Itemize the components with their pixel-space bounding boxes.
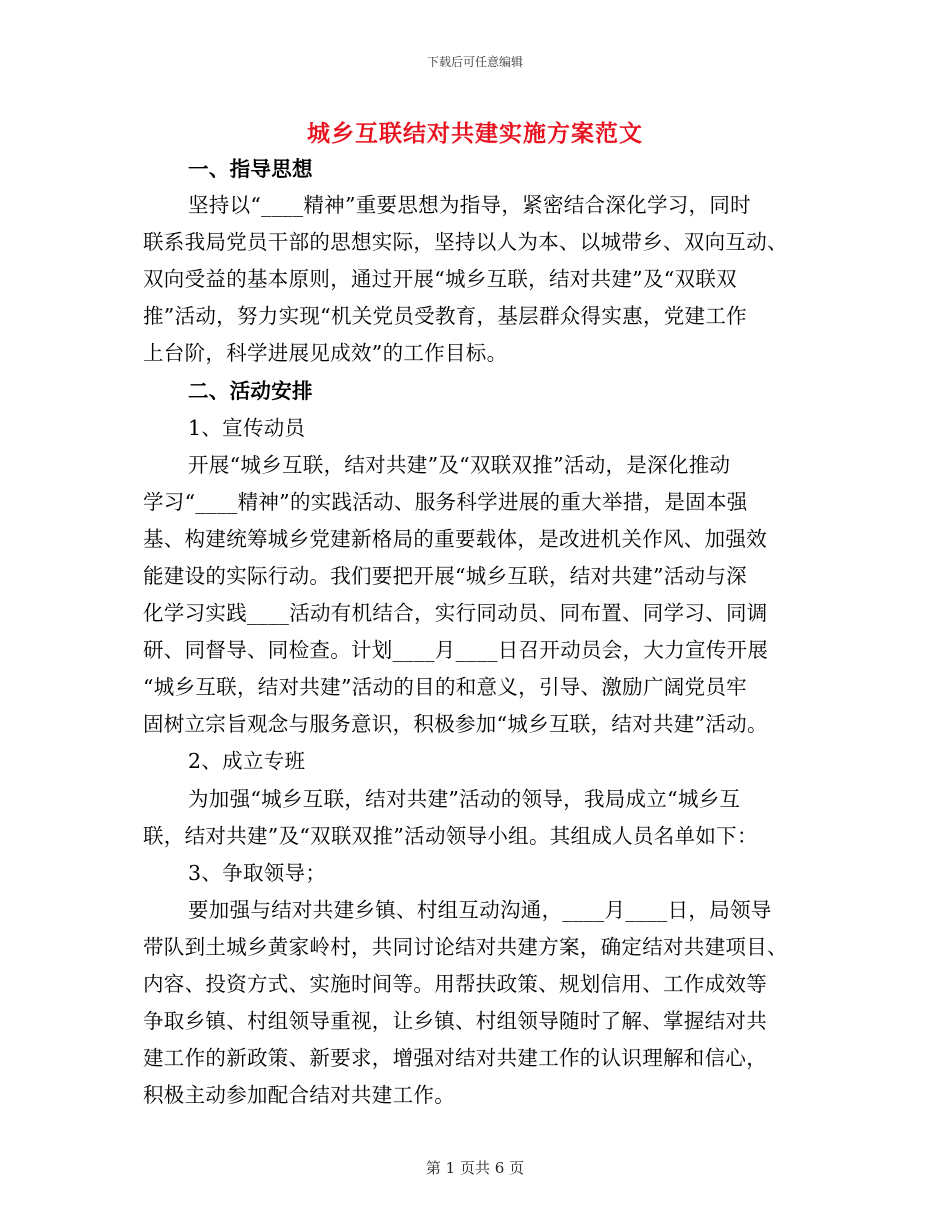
subheading-publicity: 1、宣传动员 [188,416,306,440]
paragraph-line: 为加强“城乡互联，结对共建”活动的领导，我局成立“城乡互 [188,787,741,811]
page-number-footer: 第 1 页共 6 页 [425,1159,525,1177]
paragraph-line: 要加强与结对共建乡镇、村组互动沟通，____月____日，局领导 [188,898,772,922]
paragraph-line: 争取乡镇、村组领导重视，让乡镇、村组领导随时了解、掌握结对共 [143,1009,767,1033]
paragraph-line: 能建设的实际行动。我们要把开展“城乡互联，结对共建”活动与深 [143,564,747,588]
paragraph-line: 坚持以“____精神”重要思想为指导，紧密结合深化学习，同时 [188,193,751,217]
paragraph-line: 开展“城乡互联，结对共建”及“双联双推”活动，是深化推动 [188,453,731,477]
paragraph-line: 双向受益的基本原则，通过开展“城乡互联，结对共建”及“双联双 [143,267,737,291]
document-title: 城乡互联结对共建实施方案范文 [307,121,643,147]
paragraph-line: 学习“____精神”的实践活动、服务科学进展的重大举措，是固本强 [143,490,748,514]
paragraph-line: 化学习实践____活动有机结合，实行同动员、同布置、同学习、同调 [143,601,768,625]
paragraph-line: 联系我局党员干部的思想实际，坚持以人为本、以城带乡、双向互动、 [143,230,788,254]
section-heading-guiding-ideology: 一、指导思想 [188,157,313,181]
paragraph-line: 带队到土城乡黄家岭村，共同讨论结对共建方案，确定结对共建项目、 [143,935,788,959]
paragraph-line: 基、构建统筹城乡党建新格局的重要载体，是改进机关作风、加强效 [143,527,767,551]
header-note: 下载后可任意编辑 [426,55,523,69]
paragraph-line: 推”活动，努力实现“机关党员受教育，基层群众得实惠，党建工作 [143,304,747,328]
subheading-special-team: 2、成立专班 [188,749,306,773]
section-heading-activity-arrangement: 二、活动安排 [188,379,313,403]
paragraph-line: 研、同督导、同检查。计划____月____日召开动员会，大力宣传开展 [143,638,769,662]
paragraph-line: “城乡互联，结对共建”活动的目的和意义，引导、激励广阔党员牢 [143,675,747,699]
paragraph-line: 内容、投资方式、实施时间等。用帮扶政策、规划信用、工作成效等 [143,972,767,996]
paragraph-line: 固树立宗旨观念与服务意识，积极参加“城乡互联，结对共建”活动。 [143,712,768,736]
paragraph-line: 上台阶，科学进展见成效”的工作目标。 [143,341,508,365]
subheading-seek-leadership: 3、争取领导； [188,861,327,885]
paragraph-line: 联，结对共建”及“双联双推”活动领导小组。其组成人员名单如下： [143,824,758,848]
paragraph-line: 建工作的新政策、新要求，增强对结对共建工作的认识理解和信心， [143,1046,767,1070]
paragraph-line: 积极主动参加配合结对共建工作。 [143,1083,455,1107]
